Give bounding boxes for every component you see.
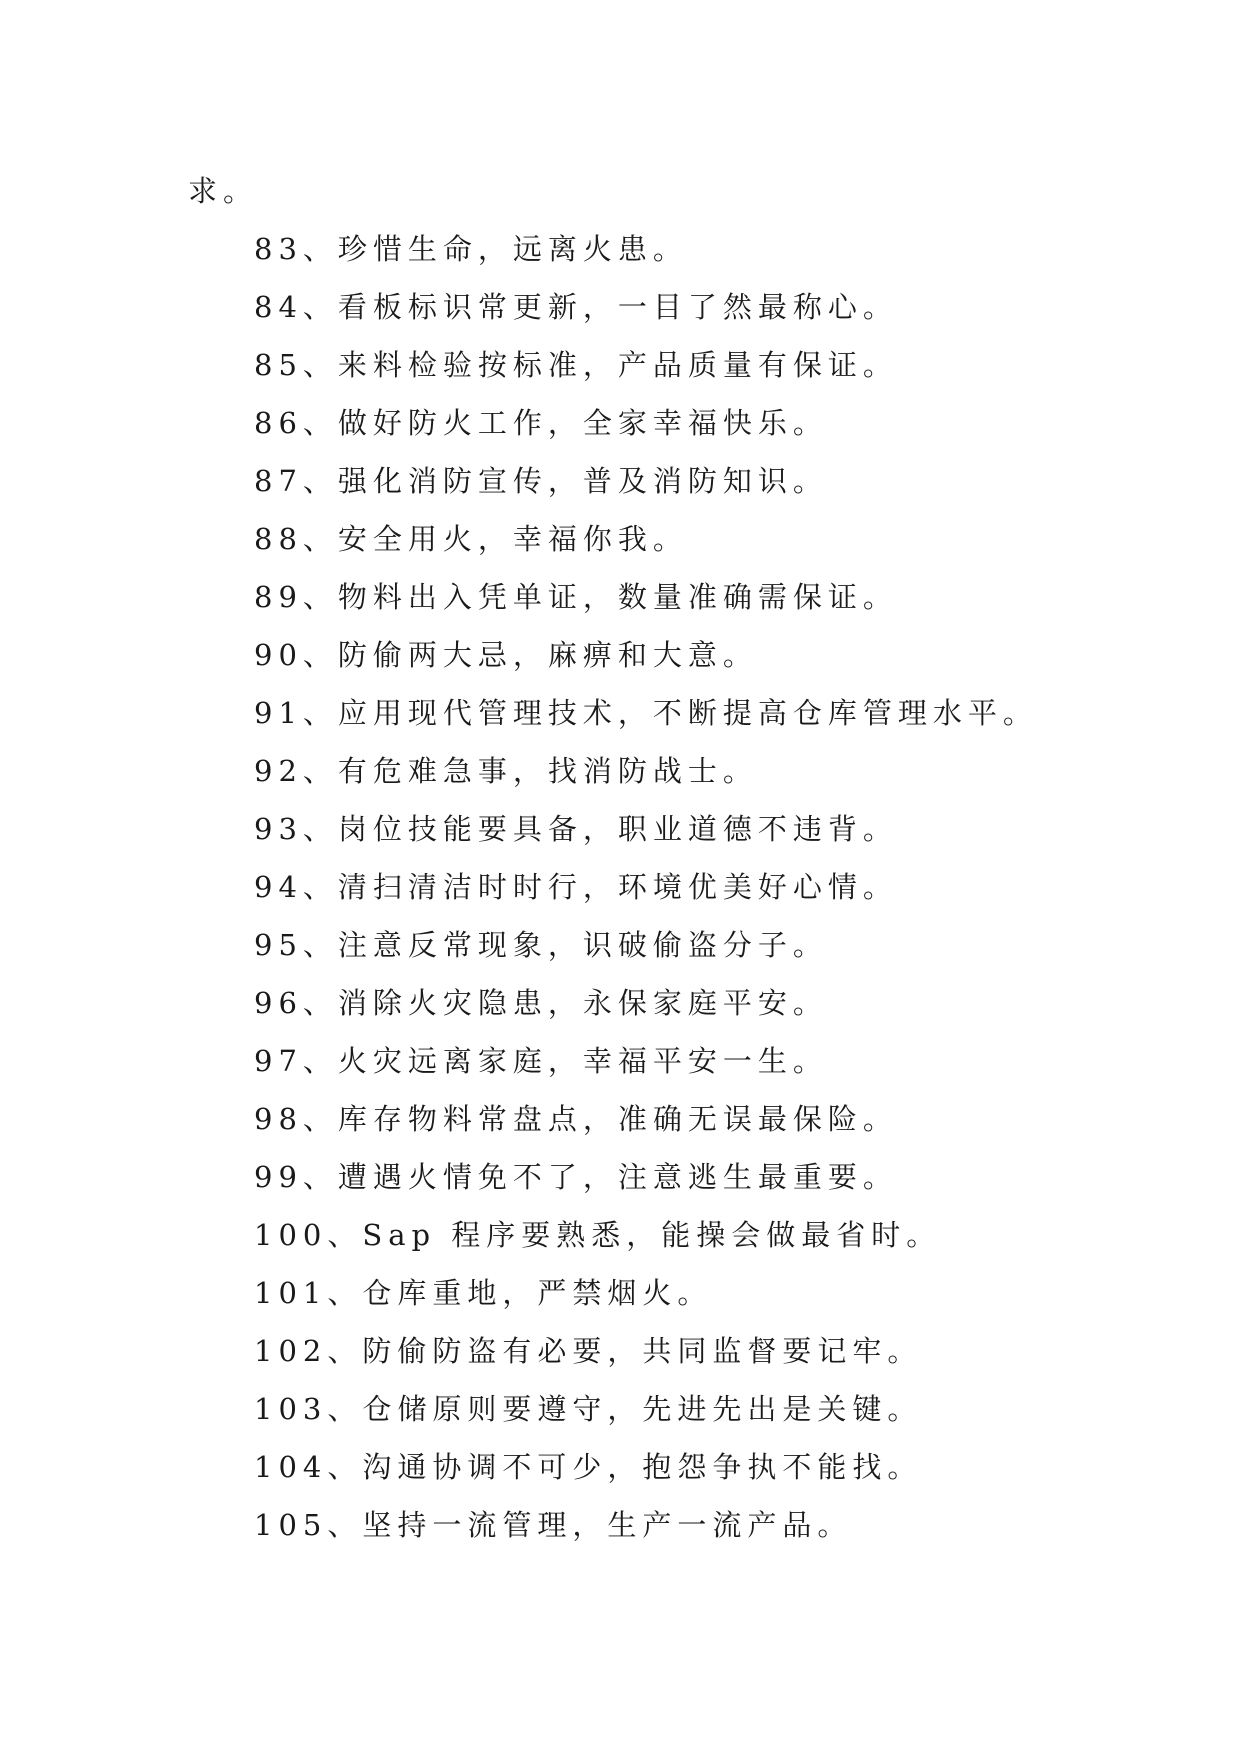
list-item: 92、有危难急事，找消防战士。: [254, 754, 758, 788]
list-item: 86、做好防火工作，全家幸福快乐。: [254, 406, 828, 440]
list-item: 95、注意反常现象，识破偷盗分子。: [254, 928, 828, 962]
list-item: 104、沟通协调不可少，抱怨争执不能找。: [254, 1450, 923, 1484]
list-item: 84、看板标识常更新，一目了然最称心。: [254, 290, 898, 324]
list-item: 99、遭遇火情免不了，注意逃生最重要。: [254, 1160, 898, 1194]
list-item: 94、清扫清洁时时行，环境优美好心情。: [254, 870, 898, 904]
list-item: 96、消除火灾隐患，永保家庭平安。: [254, 986, 828, 1020]
continuation-text: 求。: [188, 174, 259, 208]
list-item: 91、应用现代管理技术，不断提高仓库管理水平。: [254, 696, 1038, 730]
list-item: 100、Sap 程序要熟悉，能操会做最省时。: [254, 1218, 942, 1252]
list-item: 83、珍惜生命，远离火患。: [254, 232, 688, 266]
list-item: 97、火灾远离家庭，幸福平安一生。: [254, 1044, 828, 1078]
list-item: 88、安全用火，幸福你我。: [254, 522, 688, 556]
list-item: 102、防偷防盗有必要，共同监督要记牢。: [254, 1334, 923, 1368]
slogan-list: [188, 162, 1148, 1554]
list-item: 87、强化消防宣传，普及消防知识。: [254, 464, 828, 498]
list-item: 101、仓库重地，严禁烟火。: [254, 1276, 713, 1310]
list-item: 85、来料检验按标准，产品质量有保证。: [254, 348, 898, 382]
list-item: 93、岗位技能要具备，职业道德不违背。: [254, 812, 898, 846]
list-item: 103、仓储原则要遵守，先进先出是关键。: [254, 1392, 923, 1426]
list-item: 98、库存物料常盘点，准确无误最保险。: [254, 1102, 898, 1136]
list-item: 89、物料出入凭单证，数量准确需保证。: [254, 580, 898, 614]
list-item: 90、防偷两大忌，麻痹和大意。: [254, 638, 758, 672]
list-item: 105、坚持一流管理，生产一流产品。: [254, 1508, 853, 1542]
